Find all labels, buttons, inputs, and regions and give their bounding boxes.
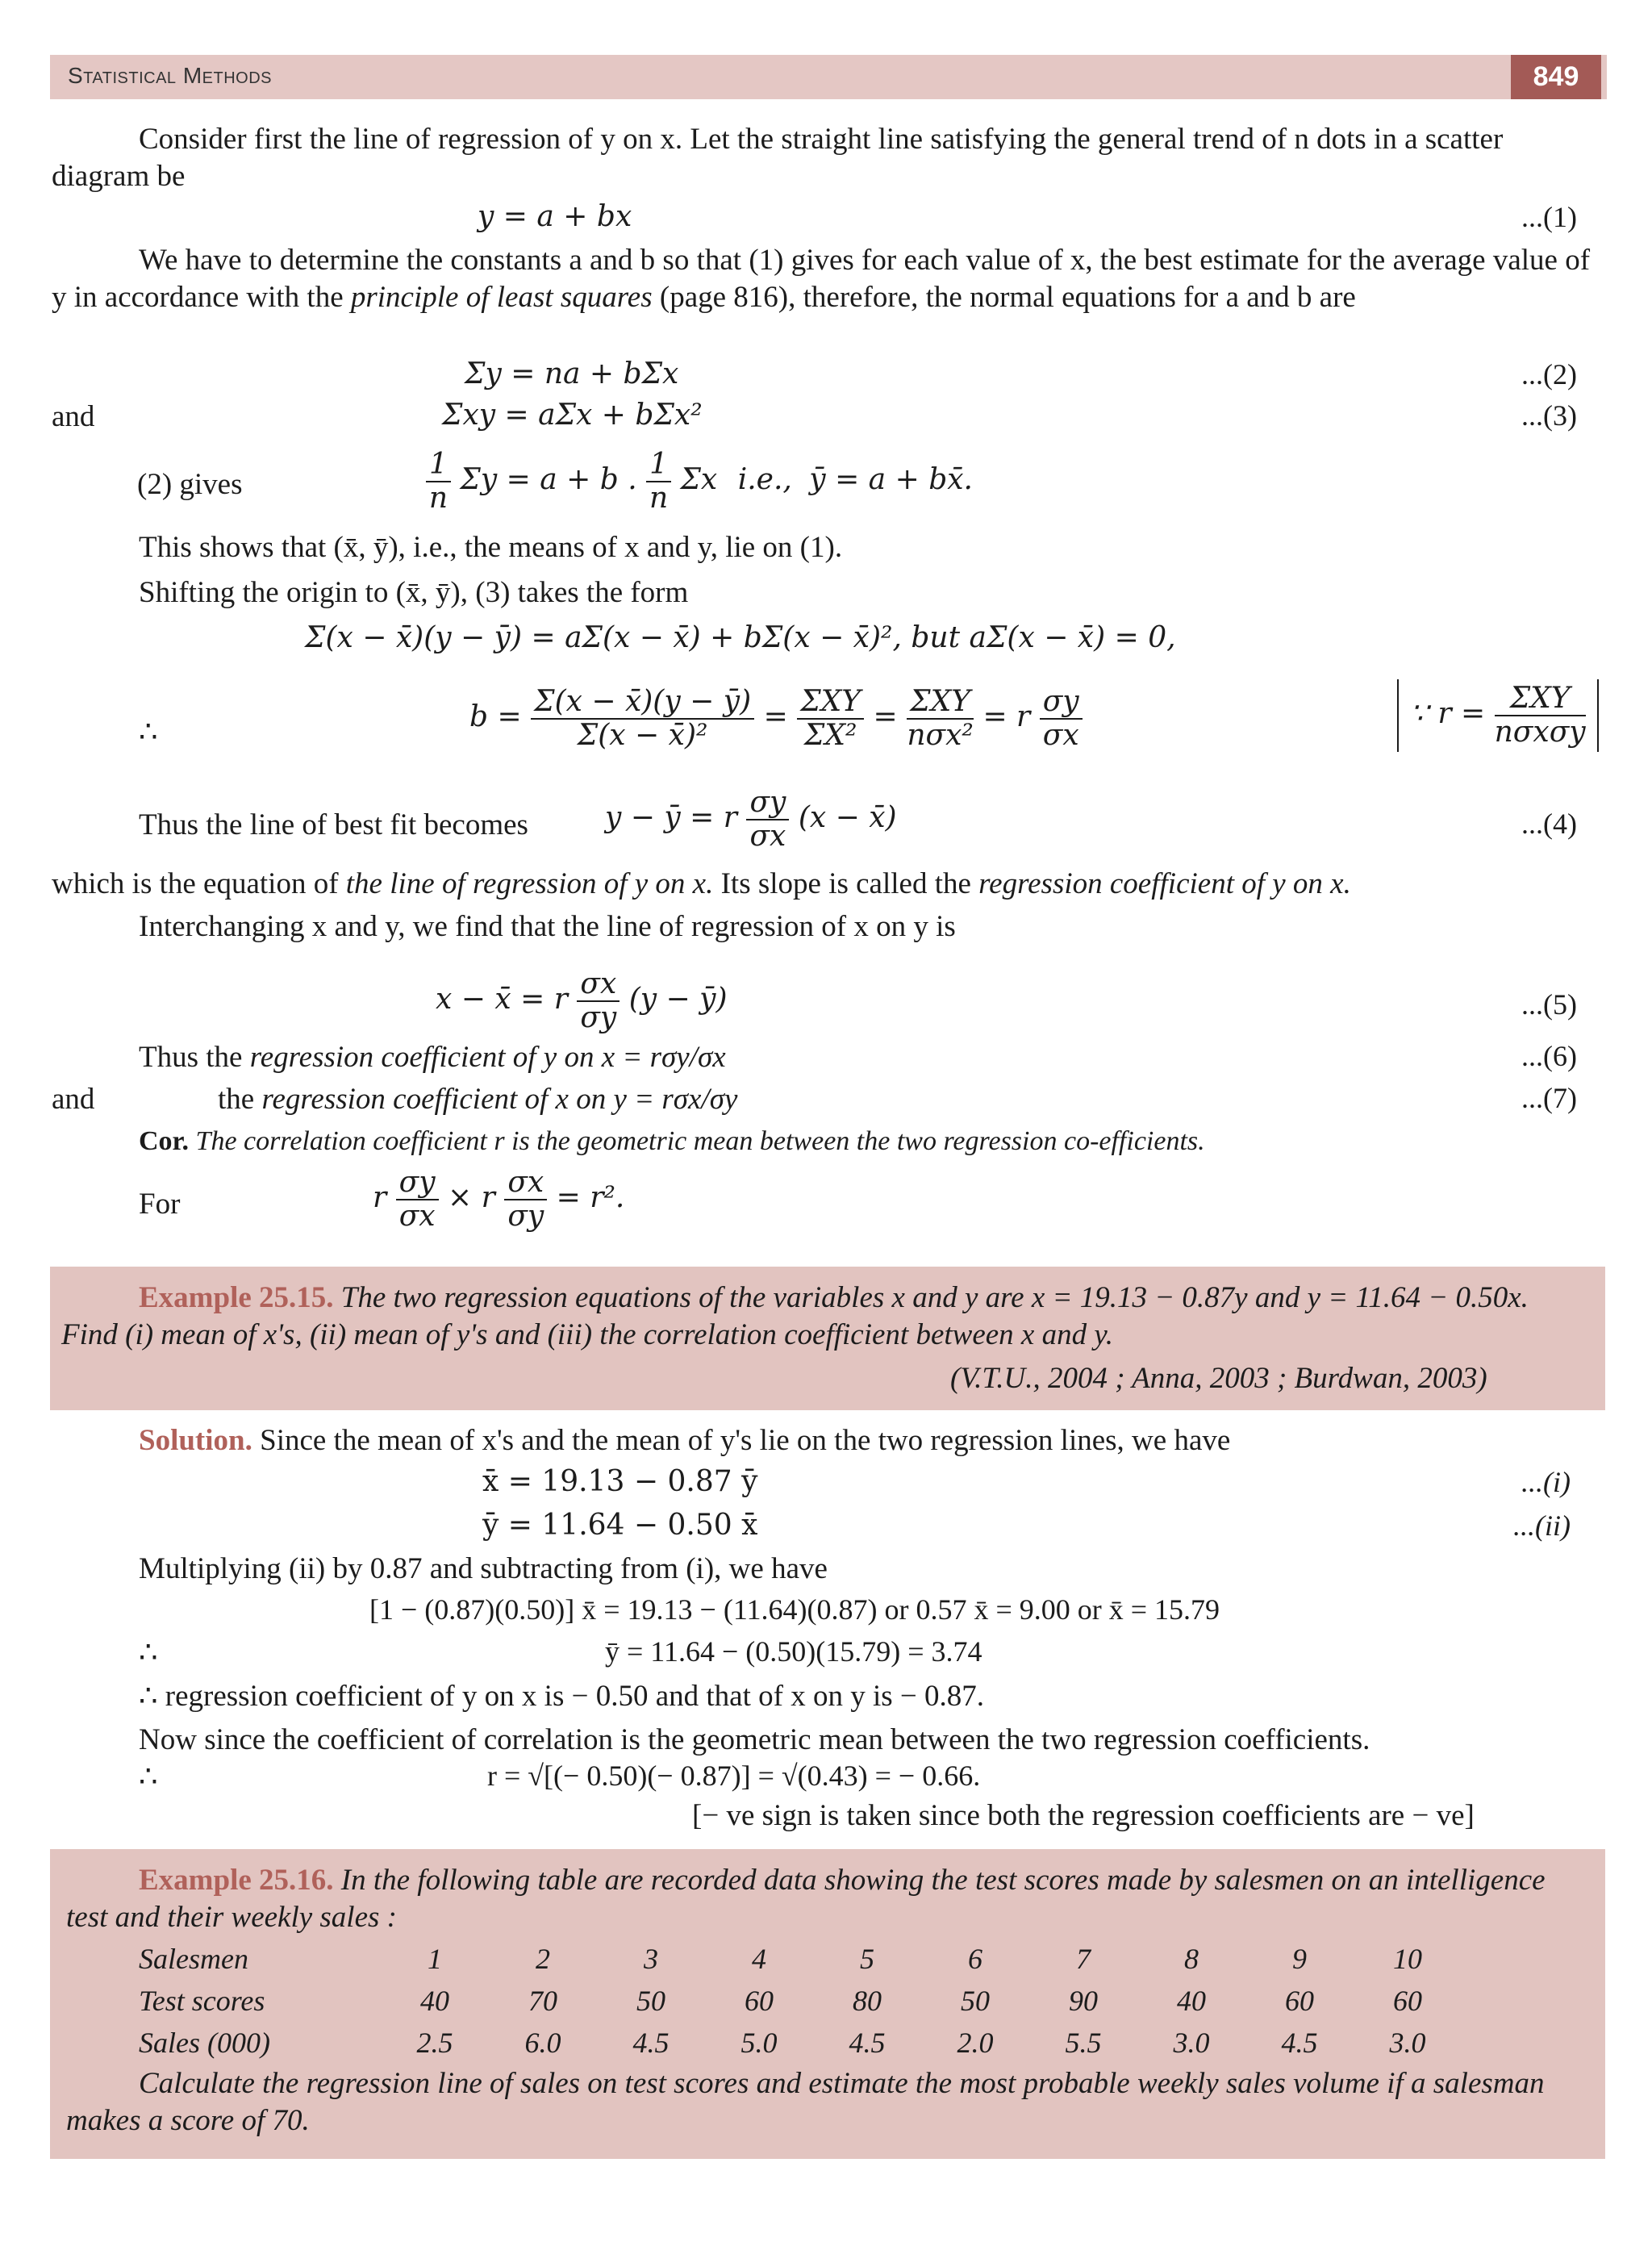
b-fraction-3: $\frac{\text{ΣXY}}{\text{nσx²}}$ [907,685,974,752]
sales-data-table [139,1938,1462,2064]
table-cell: 9 [1292,1943,1307,1975]
b-derivation: b = $\frac{\Sigma(x - x̄)(y - ȳ)}{\text{Σ(x − x̄)²}}$ = $\frac{\text{ΣXY}}{\text{ΣX²}}$ = $\frac{\text{ΣXY}}{\text{nσx²}}$ = r $\frac{\sigma y}{\sigma x}$ [469,686,1083,752]
b-fraction-2: $\frac{\text{ΣXY}}{\text{ΣX²}}$ [797,686,864,752]
table-cell: 2 [536,1943,550,1975]
table-cell: 60 [1285,1985,1314,2017]
table-cell: 8 [1184,1943,1199,1975]
multiply-line: Multiplying (ii) by 0.87 and subtracting from (i), we have [139,1552,828,1585]
equation-3: Σxy = aΣx + bΣx² [442,399,703,432]
and-label: and [52,400,95,433]
for-ratio-1: $\frac{\sigma y}{\sigma x}$ [396,1167,439,1233]
gives-label: (2) gives [137,468,243,501]
table-cell: 10 [1393,1943,1422,1975]
sign-note: [− ve sign is taken since both the regression coefficients are − ve] [692,1799,1475,1832]
best-fit-equation: y − ȳ = r $\frac{\sigma y}{\sigma x}$ (x − x̄) [605,786,897,853]
table-cell: 60 [1393,1985,1422,2017]
one-over-n-2: $\frac{1}{n}$ [646,449,671,515]
therefore-symbol-2: ∴ [139,1636,158,1669]
example-25-15-heading: Example 25.15. [139,1281,334,1314]
equation-5-tag: ...(5) [1521,988,1577,1021]
table-cell: 4.5 [1281,2027,1318,2059]
table-row [139,2022,1462,2064]
regression-coefficients-line: ∴ regression coefficient of y on x is − 0.50 and that of x on y is − 0.87. [139,1680,984,1713]
table-cell: 50 [636,1985,665,2017]
solution-tag-ii: ...(ii) [1513,1509,1571,1542]
least-squares-term: principle of least squares [350,281,653,314]
equation-7: the regression coefficient of x on y = rσx/σy [218,1083,738,1116]
table-cell: 5 [860,1943,874,1975]
table-cell: 1 [428,1943,442,1975]
equation-6-tag: ...(6) [1521,1040,1577,1072]
corollary: Cor. The correlation coefficient r is the geometric mean between the two regression co-efficients. [139,1126,1205,1156]
table-cell: 6.0 [524,2027,561,2059]
interchange-line: Interchanging x and y, we find that the line of regression of x on y is [139,910,956,943]
solution-eq-i: x̄ = 19.13 − 0.87 ȳ [482,1465,758,1498]
because-bracket: ∵ r = $\frac{\text{ΣXY}}{\text{nσxσy}}$ [1397,679,1599,752]
because-fraction: $\frac{\text{ΣXY}}{\text{nσxσy}}$ [1494,682,1586,749]
geometric-mean-proof: r $\frac{\sigma y}{\sigma x}$ × r $\frac{\sigma x}{\sigma y}$ = r². [373,1166,625,1233]
best-fit-text: Thus the line of best fit becomes [139,808,528,841]
normal-equations-paragraph [52,242,1607,316]
solution-eq-ii: ȳ = 11.64 − 0.50 x̄ [482,1509,758,1542]
table-cell: 70 [528,1985,557,2017]
intro-paragraph: Consider first the line of regression of y on x. Let the straight line satisfying the general trend of n dots in a scatter diagram be [52,123,1504,193]
table-cell: 4 [752,1943,766,1975]
for-ratio-2: $\frac{\sigma x}{\sigma y}$ [504,1167,547,1233]
subtraction-equation: [1 − (0.87)(0.50)] x̄ = 19.13 − (11.64)(0.87) or 0.57 x̄ = 9.00 or x̄ = 15.79 [369,1593,1220,1626]
table-cell: 4.5 [849,2027,886,2059]
para2-part-b: (page 816), therefore, the normal equations for a and b are [652,281,1356,314]
equation-5: x − x̄ = r $\frac{\sigma x}{\sigma y}$ (y − ȳ) [436,967,728,1034]
equation-2-tag: ...(2) [1521,358,1577,390]
table-cell: 5.0 [740,2027,778,2059]
table-cell: 3 [644,1943,658,1975]
table-cell: 40 [1177,1985,1206,2017]
table-cell: 3.0 [1389,2027,1426,2059]
table-row [139,1938,1462,1980]
running-title: Statistical Methods [68,63,272,88]
para2-part-a: We have to determine the constants a and b so that (1) gives for each value of x, the best estimate for the average value of y in accordance with the [52,244,1591,314]
equation-1-tag: ...(1) [1521,201,1577,233]
mean-derivation: $\frac{1}{n}$ Σy = a + b . $\frac{1}{n}$ Σx i.e., ȳ = a + bx̄. [426,449,973,515]
table-cell: 60 [745,1985,774,2017]
table-cell: 2.0 [957,2027,994,2059]
therefore-symbol-3: ∴ [139,1760,158,1793]
and-label-2: and [52,1083,95,1116]
table-row-label: Test scores [139,1985,265,2017]
example-25-15-text: Example 25.15. The two regression equations of the variables x and y are x = 19.13 − 0.87y and y = 11.64 − 0.50x. Find (i) mean of x's, (ii) mean of y's and (iii) the correlation coefficient between x and y. [61,1281,1529,1351]
shift-line: Shifting the origin to (x̄, ȳ), (3) takes the form [139,576,689,609]
table-cell: 4.5 [632,2027,670,2059]
table-row-label: Sales (000) [139,2027,270,2059]
solution-heading: Solution. [139,1424,252,1457]
solution-tag-i: ...(i) [1521,1466,1571,1498]
now-since-line: Now since the coefficient of correlation is the geometric mean between the two regression coefficients. [139,1723,1370,1756]
regression-definition: which is the equation of the line of regression of y on x. Its slope is called the regression coefficient of y on x. [52,867,1351,900]
example-25-16-question: Calculate the regression line of sales on test scores and estimate the most probable weekly sales volume if a salesman makes a score of 70. [66,2067,1545,2137]
table-cell: 90 [1069,1985,1098,2017]
running-header-bar [50,55,1607,99]
example-25-16-text: Example 25.16. In the following table are recorded data showing the test scores made by salesmen on an intelligence test and their weekly sales : [66,1864,1546,1934]
table-row-label: Salesmen [139,1943,248,1975]
one-over-n: $\frac{1}{n}$ [426,449,451,515]
equation-3-tag: ...(3) [1521,399,1577,432]
therefore-symbol: ∴ [139,716,158,749]
ybar-equation: ȳ = 11.64 − (0.50)(15.79) = 3.74 [605,1635,982,1668]
equation-7-tag: ...(7) [1521,1082,1577,1114]
table-cell: 2.5 [416,2027,453,2059]
equation-2: Σy = na + bΣx [465,357,679,390]
example-25-15-source: (V.T.U., 2004 ; Anna, 2003 ; Burdwan, 2003) [950,1362,1487,1395]
equation-1: y = a + bx [478,200,632,233]
table-cell: 80 [853,1985,882,2017]
b-fraction-1: $\frac{\Sigma(x - x̄)(y - ȳ)}{\text{Σ(x − x̄)²}}$ [531,686,754,752]
equation-6: Thus the regression coefficient of y on x = rσy/σx [139,1041,726,1074]
table-cell: 40 [420,1985,449,2017]
table-cell: 3.0 [1173,2027,1210,2059]
equation-4-tag: ...(4) [1521,808,1577,840]
example-25-16-heading: Example 25.16. [139,1864,334,1897]
page-number: 849 [1511,55,1601,99]
best-fit-sigma-ratio: $\frac{\sigma y}{\sigma x}$ [746,787,789,853]
eq5-sigma-ratio: $\frac{\sigma x}{\sigma y}$ [577,968,620,1034]
shifted-equation: Σ(x − x̄)(y − ȳ) = aΣ(x − x̄) + bΣ(x − x̄)², but aΣ(x − x̄) = 0, [305,621,1176,654]
means-line: This shows that (x̄, ȳ), i.e., the means of x and y, lie on (1). [139,531,843,564]
table-cell: 50 [961,1985,990,2017]
table-cell: 6 [968,1943,982,1975]
correlation-equation: r = √[(− 0.50)(− 0.87)] = √(0.43) = − 0.66. [487,1760,981,1792]
table-row [139,1980,1462,2022]
table-cell: 7 [1076,1943,1091,1975]
solution-intro: Solution. Since the mean of x's and the mean of y's lie on the two regression lines, we have [139,1424,1231,1457]
table-cell: 5.5 [1065,2027,1102,2059]
for-label: For [139,1188,181,1221]
sigma-ratio: $\frac{\sigma y}{\sigma x}$ [1040,686,1083,752]
